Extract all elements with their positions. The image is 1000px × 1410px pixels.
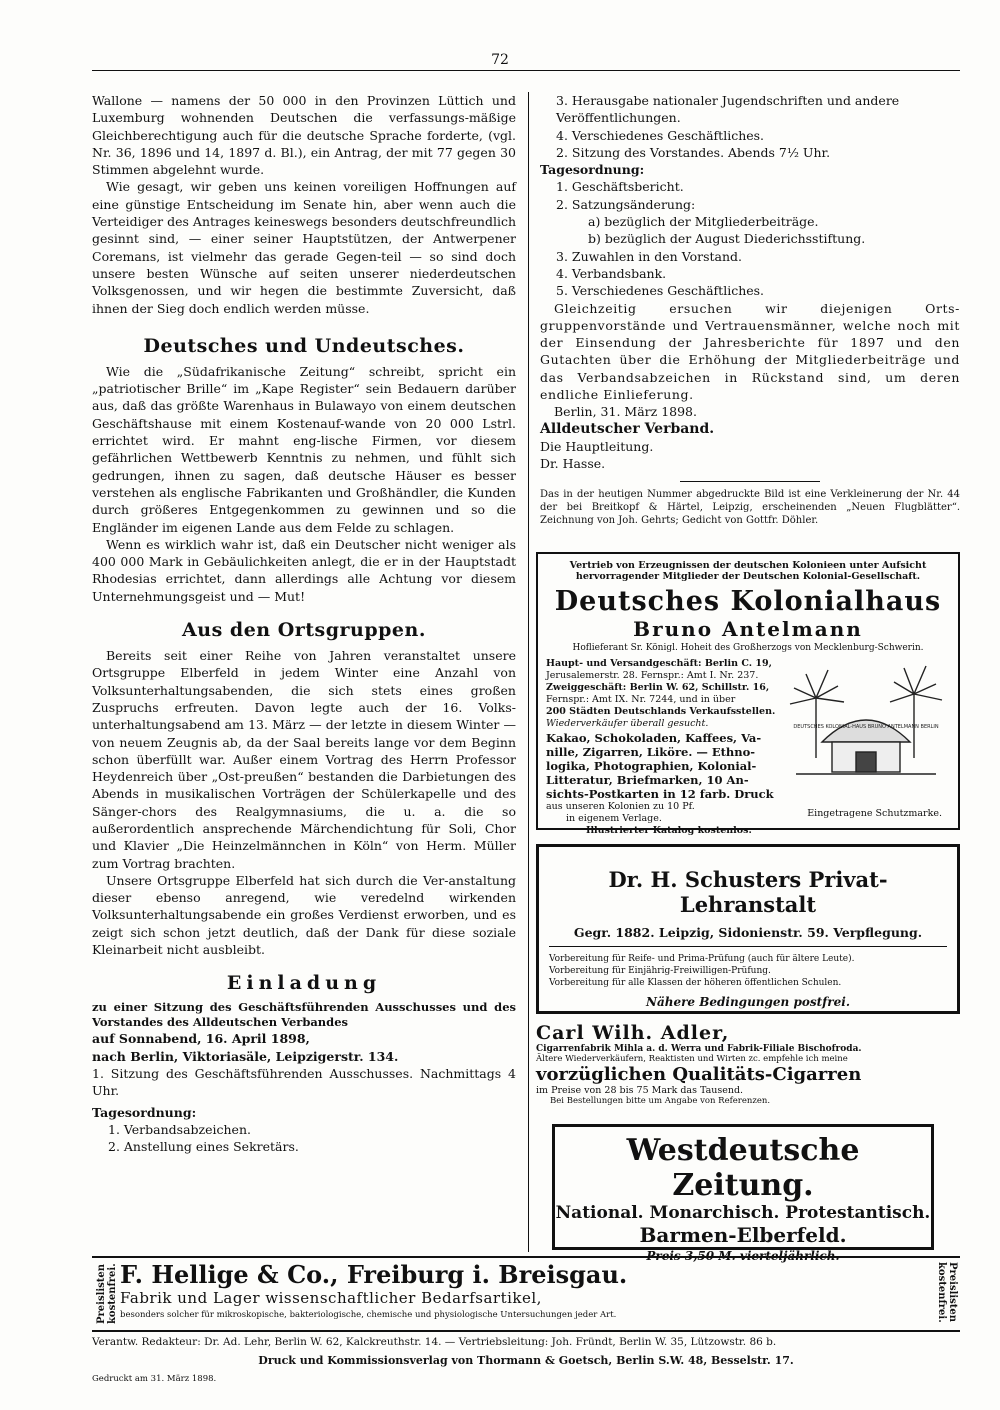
page-number: 72: [491, 52, 509, 68]
agenda-item: 1. Geschäftsbericht.: [556, 179, 684, 195]
ad-details: [546, 658, 776, 837]
ad-detail-line: sichts-Postkarten in 12 farb. Druck: [546, 786, 774, 801]
agenda-subitem: b) bezüglich der August Diederichsstiftung.: [588, 231, 866, 247]
ad-price: im Preise von 28 bis 75 Mark das Tausend.: [536, 1085, 744, 1096]
ad-rule-top: [92, 1256, 960, 1258]
note-rule: [680, 481, 820, 482]
agenda-title: Tagesordnung:: [92, 1104, 197, 1120]
article-paragraph-1: Wie die „Südafrikanische Zeitung“ schreibt, spricht ein „patriotischer Brille“ im „Kape Register“ sein Bedauern darüber aus, daß das größte Warenhaus in Bulawayo von einem deutschen Geschäftshause mit einem Kostenauf-wande von 20 000 Lstrl. errichtet wird. Er mahnt eng-lische Firmen, vor diesem gefährlichen Wettbewerb Kenntnis zu nehmen, und fühlt sich gedrungen, ihnen zu sagen, daß deutsche Häuser es besser verstehen als englische Fabrikanten und Großhändler, die Kunden durch größeres Entgegenkommen zu gewinnen und so die Engländer im eigenen Lande aus dem Felde zu schlagen.: [92, 363, 516, 535]
ad-kolonialhaus: [536, 552, 960, 836]
intro-paragraph: Wallone — namens der 50 000 in den Provinzen Lüttich und Luxemburg wohnenden Deutschen die verfassungs-mäßige Gleichberechtigung auch für die deutsche Sprache forderte, (vgl. Nr. 36, 1896 und 14, 1897 d. Bl.), ein Antrag, der mit 77 gegen 30 Stimmen abgelehnt wurde.: [92, 93, 516, 178]
ad-line: National. Monarchisch. Protestantisch.: [555, 1203, 931, 1223]
agenda-item: 5. Verschiedenes Geschäftliches.: [556, 283, 765, 299]
agenda-item: 2. Anstellung eines Sekretärs.: [108, 1139, 299, 1155]
ad-top-line: Vertrieb von Erzeugnissen der deutschen Kolonieen unter Aufsicht hervorragender Mitglieder der Deutschen Kolonial-Gesellschaft.: [569, 560, 927, 582]
ad-line: besonders solcher für mikroskopische, bakteriologische, chemische und physiologische Untersuchungen jeder Art.: [120, 1310, 617, 1320]
ad-small: Bei Bestellungen bitte um Angabe von Referenzen.: [550, 1096, 771, 1106]
agenda-title-2: Tagesordnung:: [540, 162, 645, 178]
agenda-list: [92, 1121, 516, 1156]
ad-line: Vorbereitung für Einjährig-Freiwilligen-Prüfung.: [549, 966, 771, 976]
heading-ortsgruppen: Aus den Ortsgruppen.: [182, 619, 426, 642]
ad-line: Ältere Wiederverkäufern, Reaktisten und Wirten zc. empfehle ich meine: [536, 1054, 848, 1064]
ad-line: Vorbereitung für alle Klassen der höheren öffentlichen Schulen.: [549, 978, 842, 988]
second-session: 2. Sitzung des Vorstandes. Abends 7½ Uhr.: [556, 144, 831, 160]
agenda-list-2: [540, 178, 960, 299]
ad-detail-line: 200 Städten Deutschlands Verkaufsstellen.: [546, 706, 776, 718]
ad-detail-line: Jerusalemerstr. 28. Fernspr.: Amt I. Nr. 237.: [546, 670, 759, 682]
footer-editor: Verantw. Redakteur: Dr. Ad. Lehr, Berlin W. 62, Kalckreuthstr. 14. — Vertriebsleitung: Joh. Fründt, Berlin W. 35, Lützowstr. 86 b.: [92, 1336, 777, 1348]
ad-title: F. Hellige & Co., Freiburg i. Breisgau.: [120, 1260, 628, 1289]
ad-detail-line: Wiederverkäufer überall gesucht.: [546, 718, 709, 730]
ad-supplier: Hoflieferant Sr. Königl. Hoheit des Großherzogs von Mecklenburg-Schwerin.: [572, 643, 924, 653]
request-paragraph: Gleichzeitig ersuchen wir diejenigen Orts-gruppenvorstände und Vertrauensmänner, welche noch mit der Einsendung der Jahresberichte für 1897 und den Gutachten über die Erhöhung der Mitgliederbeiträge und das Verbandsabzeichen in Rückstand sind, um deren endliche Einlieferung.: [540, 300, 960, 403]
date-line: Berlin, 31. März 1898.: [554, 404, 697, 420]
article-paragraph-2: Wenn es wirklich wahr ist, daß ein Deutscher nicht weniger als 400 000 Mark in Gebäulichkeiten anlegt, die er in der Hauptstadt Rhodesias errichtet, dann allerdings alle Achtung vor diesem Unternehmungsgeist und — Mut!: [92, 536, 516, 604]
colonial-house-illustration: [786, 658, 946, 798]
ad-subtitle: Gegr. 1882. Leipzig, Sidonienstr. 59. Verpflegung.: [573, 925, 923, 940]
ad-detail-line: Zweiggeschäft: Berlin W. 62, Schillstr. 16,: [546, 682, 770, 694]
agenda-item: 2. Satzungsänderung:: [556, 196, 696, 212]
ad-detail-line: aus unseren Kolonien zu 10 Pf.: [546, 800, 695, 812]
ad-side-left: Preislisten kostenfrei.: [96, 1263, 118, 1324]
ad-rule-bottom: [92, 1330, 960, 1332]
header-rule: [92, 70, 960, 71]
ad-detail-line: logika, Photographien, Kolonial-: [546, 758, 757, 773]
agenda-item: 4. Verbandsbank.: [556, 265, 667, 281]
image-note: Das in der heutigen Nummer abgedruckte Bild ist eine Verkleinerung der Nr. 44 der bei Breitkopf & Härtel, Leipzig, erscheinenden „Neuen Flugblätter“. Zeichnung von Joh. Gehrts; Gedicht von Gottfr. Döhler.: [540, 488, 960, 526]
heading-einladung: Einladung: [226, 972, 382, 995]
signature-1: Die Hauptleitung.: [540, 438, 654, 454]
ad-side-right: Preislisten kostenfrei.: [936, 1262, 958, 1323]
ad-hellige: [120, 1260, 920, 1320]
heading-deutsches: Deutsches und Undeutsches.: [143, 334, 465, 357]
ad-line: Vorbereitung für Reife- und Prima-Prüfung (auch für ältere Leute).: [549, 954, 855, 964]
ad-detail-line: in eigenem Verlage.: [566, 812, 662, 824]
ad-line: Cigarrenfabrik Mihla a. d. Werra und Fabrik-Filiale Bischofroda.: [536, 1044, 862, 1054]
agenda-item: 1. Verbandsabzeichen.: [108, 1121, 251, 1137]
ad-westdeutsche-zeitung: [552, 1124, 934, 1250]
footer-printed-date: Gedruckt am 31. März 1898.: [92, 1374, 217, 1384]
signature-2: Dr. Hasse.: [540, 456, 606, 472]
hut-palm-icon: [786, 658, 946, 798]
ad-owner: Bruno Antelmann: [633, 617, 863, 641]
org-name: Alldeutscher Verband.: [540, 420, 715, 437]
ad-title: Westdeutsche Zeitung.: [626, 1133, 860, 1203]
ad-detail-line: nille, Zigarren, Liköre. — Ethno-: [546, 744, 756, 759]
left-column: [92, 92, 516, 1155]
invitation-line-1: zu einer Sitzung des Geschäftsführenden Ausschusses und des Vorstandes des Alldeutschen Verbandes: [92, 1000, 516, 1030]
ad-title: Deutsches Kolonialhaus: [554, 586, 942, 617]
intro-paragraph-2: Wie gesagt, wir geben uns keinen voreiligen Hoffnungen auf eine günstige Entscheidung im Senate hin, aber wenn auch die Verteidiger des Antrages keineswegs besonders deutschfreundlich gesinnt sind, — einer seiner Hauptstützen, der Antwerpener Coremans, ist vielmehr das gerade Gegen-teil — so sind doch unsere besten Wünsche auf seiten unserer niederdeutschen Volksgenossen, und wir hegen die bestimmte Zuversicht, daß ihnen der Sieg doch endlich werden müsse.: [92, 179, 516, 316]
ortsgruppen-paragraph-1: Bereits seit einer Reihe von Jahren veranstaltet unsere Ortsgruppe Elberfeld in jedem Winter eine Anzahl von Volksunterhaltungsabenden, die sich stets eines großen Zuspruchs erfreuten. Davon legte auch der 16. Volks-unterhaltungsabend am 13. März — der letzte in diesem Winter — von neuem Zeugnis ab, da der Saal bereits lange vor dem Beginn schon überfüllt war. Außer einem Vortrag des Herrn Professor Heydenreich über „Ost-preußen“ bestanden die Darbietungen des Abends in musikalischen Vorträgen der Schülerkapelle und des Sänger-chors des Realgymnasiums, die u. a. die so außerordentlich ansprechende Märchendichtung für Soli, Chor und Klavier „Die Heinzelmännchen in Köln“ von Herm. Müller zum Vortrag brachten.: [92, 648, 516, 871]
ad-detail-line: Litteratur, Briefmarken, 10 An-: [546, 772, 749, 787]
right-column: [540, 92, 960, 527]
ad-detail-line: Kakao, Schokoladen, Kaffees, Va-: [546, 730, 762, 745]
ad-rule: [549, 946, 947, 947]
ad-line: Barmen-Elberfeld.: [639, 1223, 847, 1247]
agenda-subitem: a) bezüglich der Mitgliederbeiträge.: [588, 214, 819, 230]
agenda-continued: [540, 92, 960, 144]
invitation-session: 1. Sitzung des Geschäftsführenden Ausschusses. Nachmittags 4 Uhr.: [92, 1065, 516, 1099]
ad-title: Carl Wilh. Adler,: [536, 1022, 730, 1044]
agenda-item: 3. Herausgabe nationaler Jugendschriften und andere Veröffentlichungen.: [556, 93, 900, 126]
ad-detail-line: Illustrierter Katalog kostenlos.: [586, 824, 752, 836]
agenda-item: 3. Zuwahlen in den Vorstand.: [556, 248, 742, 264]
ad-adler: [536, 1022, 960, 1106]
footer-printer: Druck und Kommissionsverlag von Thormann & Goetsch, Berlin S.W. 48, Besselstr. 17.: [258, 1354, 794, 1367]
ad-title: Dr. H. Schusters Privat-Lehranstalt: [608, 867, 888, 917]
illustration-caption: DEUTSCHES KOLONIAL-HAUS BRUNO ANTELMANN BERLIN: [793, 724, 939, 730]
ad-schuster: [536, 844, 960, 1014]
agenda-item: 4. Verschiedenes Geschäftliches.: [556, 127, 765, 143]
trademark-note: Eingetragene Schutzmarke.: [807, 808, 942, 819]
column-divider: [528, 92, 529, 1252]
ad-big-line: vorzüglichen Qualitäts-Cigarren: [536, 1064, 862, 1085]
ortsgruppen-paragraph-2: Unsere Ortsgruppe Elberfeld hat sich durch die Ver-anstaltung dieser ebenso anregend, wie veredelnd wirkenden Volksunterhaltungsabende ein großes Verdienst erworben, und es zeigt sich schon jetzt deutlich, daß der Dank für diese soziale Kleinarbeit nicht ausbleibt.: [92, 872, 516, 958]
ad-footer: Nähere Bedingungen postfrei.: [645, 995, 850, 1009]
invitation-place: nach Berlin, Viktoriasäle, Leipzigerstr. 134.: [92, 1048, 399, 1064]
ad-detail-line: Haupt- und Versandgeschäft: Berlin C. 19,: [546, 658, 772, 669]
invitation-date: auf Sonnabend, 16. April 1898,: [92, 1031, 310, 1047]
ad-line: Fabrik und Lager wissenschaftlicher Bedarfsartikel,: [120, 1289, 542, 1307]
ad-detail-line: Fernspr.: Amt IX. Nr. 7244, und in über: [546, 694, 736, 706]
